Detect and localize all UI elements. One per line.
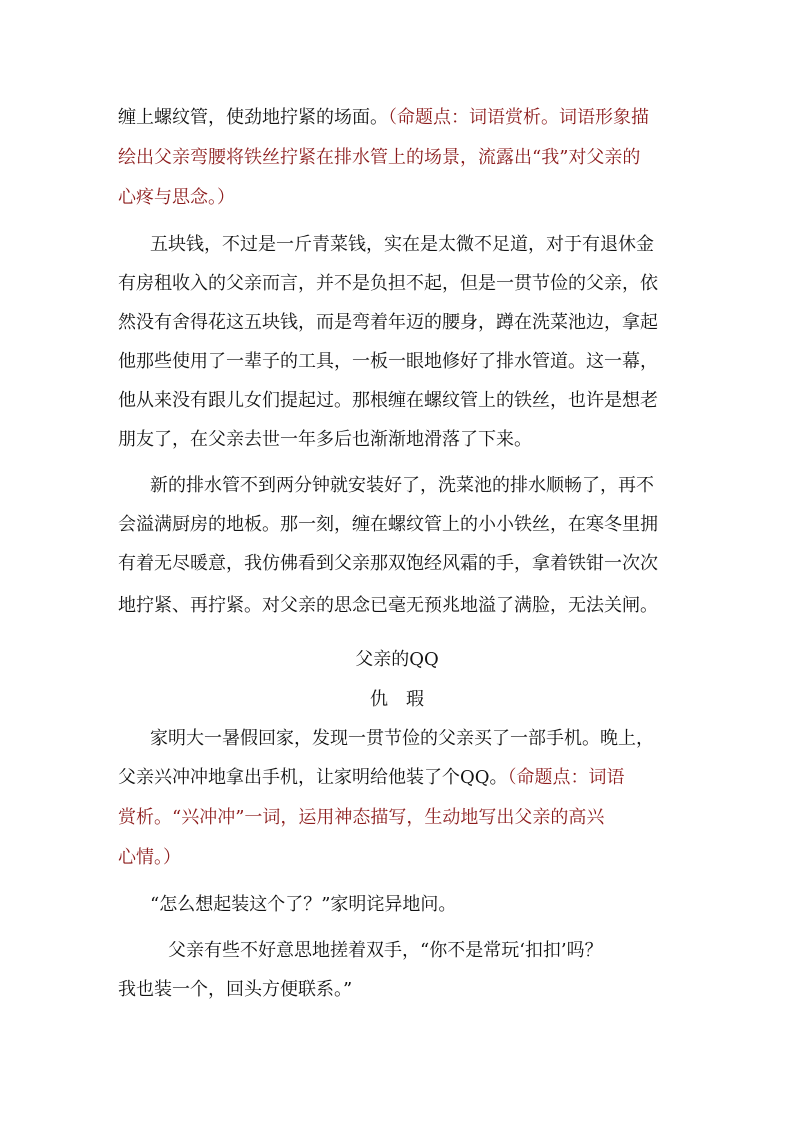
paragraph-6-line-1: 父亲有些不好意思地搓着双手，“你不是常玩‘扣扣’吗？ (168, 940, 603, 961)
paragraph-1-line-1 (118, 106, 678, 130)
paragraph-3-line-3: 有着无尽暖意，我仿佛看到父亲那双饱经风霜的手，拿着铁钳一次次 (118, 553, 658, 574)
paragraph-6-line-2: 我也装一个，回头方便联系。” (118, 979, 353, 1000)
paragraph-1-line-3: 心疼与思念。） (118, 187, 235, 208)
paragraph-2-line-6: 朋友了，在父亲去世一年多后也渐渐地滑落了下来。 (118, 429, 532, 450)
paragraph-2-line-5: 他从来没有跟儿女们提起过。那根缠在螺纹管上的铁丝，也许是想老 (118, 390, 658, 411)
text-span: 父亲兴冲冲地拿出手机，让家明给他装了个QQ。 (118, 767, 508, 788)
paragraph-2-line-4: 他那些使用了一辈子的工具，一板一眼地修好了排水管道。这一幕， (118, 351, 658, 372)
paragraph-2-line-1: 五块钱，不过是一斤青菜钱，实在是太微不足道，对于有退休金 (150, 234, 654, 255)
text-span: 缠上螺纹管，使劲地拧紧的场面。 (118, 107, 388, 128)
paragraph-3-line-1: 新的排水管不到两分钟就安装好了，洗菜池的排水顺畅了，再不 (150, 475, 654, 496)
article-title: 父亲的QQ (355, 649, 439, 670)
paragraph-3-line-2: 会溢满厨房的地板。那一刻，缠在螺纹管上的小小铁丝，在寒冬里拥 (118, 514, 658, 535)
paragraph-4-line-3: 赏析。“兴冲冲”一词，运用神态描写，生动地写出父亲的高兴 (118, 807, 605, 828)
paragraph-2-line-3: 然没有舍得花这五块钱，而是弯着年迈的腰身，蹲在洗菜池边，拿起 (118, 312, 658, 333)
paragraph-4-line-1: 家明大一暑假回家，发现一贯节俭的父亲买了一部手机。晚上， (150, 728, 654, 749)
paragraph-4-line-4: 心情。） (118, 847, 181, 868)
annotation-span: （命题点：词语 (507, 767, 625, 788)
article-author: 仇 瑕 (370, 689, 424, 710)
paragraph-1-line-2: 绘出父亲弯腰将铁丝拧紧在排水管上的场景，流露出“我”对父亲的 (118, 147, 641, 168)
annotation-span: （命题点：词语赏析。词语形象描 (388, 107, 649, 128)
paragraph-5-line-1: “怎么想起装这个了？”家明诧异地问。 (150, 894, 457, 915)
paragraph-4-line-2 (118, 766, 678, 790)
paragraph-2-line-2: 有房租收入的父亲而言，并不是负担不起，但是一贯节俭的父亲，依 (118, 273, 658, 294)
paragraph-3-line-4: 地拧紧、再拧紧。对父亲的思念已毫无预兆地溢了满脸，无法关闸。 (118, 595, 658, 616)
